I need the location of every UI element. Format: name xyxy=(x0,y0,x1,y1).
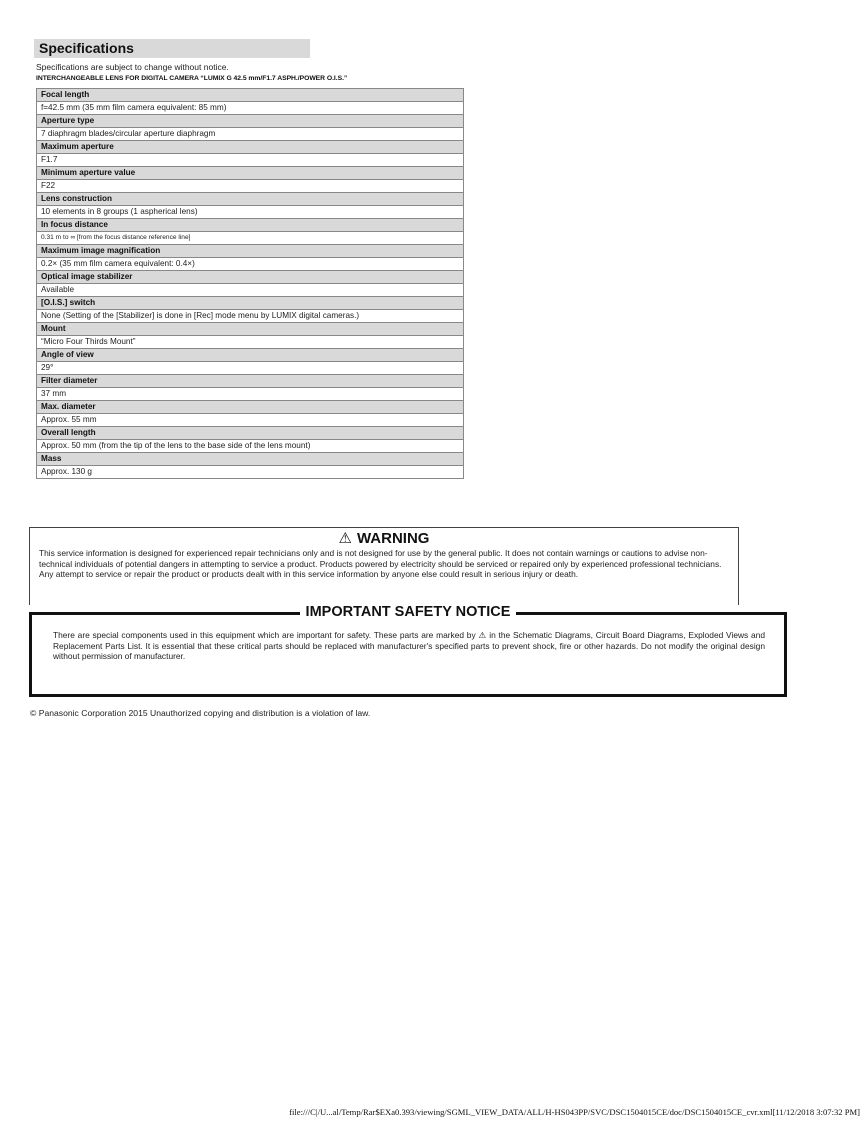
spec-value-row xyxy=(37,362,464,375)
spec-label-row xyxy=(37,193,464,206)
spec-label: Max. diameter xyxy=(37,401,464,414)
safety-notice-box xyxy=(29,604,787,697)
spec-label-row xyxy=(37,297,464,310)
spec-value-row xyxy=(37,414,464,427)
spec-label: Focal length xyxy=(37,89,464,102)
safety-text-after: in the Schematic Diagrams, Circuit Board Diagrams, Exploded Views and Replacement Parts List. It is essential that these critical parts should be replaced with manufacturer's specified parts to prevent shock, fire or other hazards. Do not modify the original design without permission of manufacturer. xyxy=(53,630,766,661)
spec-value: 29° xyxy=(37,362,464,375)
spec-label: Maximum aperture xyxy=(37,141,464,154)
spec-value-row xyxy=(37,440,464,453)
warning-heading xyxy=(30,530,738,548)
spec-value-row xyxy=(37,232,464,245)
spec-label-row xyxy=(37,141,464,154)
spec-label-row xyxy=(37,453,464,466)
spec-value-row xyxy=(37,310,464,323)
spec-label: Maximum image magnification xyxy=(37,245,464,258)
copyright: © Panasonic Corporation 2015 Unauthorized copying and distribution is a violation of law. xyxy=(30,708,371,718)
spec-value-row xyxy=(37,206,464,219)
spec-label: [O.I.S.] switch xyxy=(37,297,464,310)
spec-label: Angle of view xyxy=(37,349,464,362)
spec-value-row xyxy=(37,154,464,167)
spec-label: Optical image stabilizer xyxy=(37,271,464,284)
spec-value-row xyxy=(37,284,464,297)
spec-value: 37 mm xyxy=(37,388,464,401)
section-header xyxy=(34,39,310,58)
spec-value-row xyxy=(37,128,464,141)
spec-value: 7 diaphragm blades/circular aperture diaphragm xyxy=(37,128,464,141)
spec-value-row xyxy=(37,102,464,115)
safety-text-before: There are special components used in this equipment which are important for safety. These parts are marked by xyxy=(53,630,476,640)
spec-label-row xyxy=(37,401,464,414)
page-title: Specifications xyxy=(39,40,134,56)
spec-label-row xyxy=(37,375,464,388)
warning-triangle-icon: ⚠ xyxy=(478,630,487,640)
spec-label: Mount xyxy=(37,323,464,336)
change-notice: Specifications are subject to change without notice. xyxy=(36,62,229,72)
spec-value: Approx. 130 g xyxy=(37,466,464,479)
spec-value: f=42.5 mm (35 mm film camera equivalent: 85 mm) xyxy=(37,102,464,115)
safety-notice-text xyxy=(53,630,765,662)
spec-value: 0.2× (35 mm film camera equivalent: 0.4×) xyxy=(37,258,464,271)
spec-label: Lens construction xyxy=(37,193,464,206)
spec-label: Minimum aperture value xyxy=(37,167,464,180)
warning-box xyxy=(29,527,739,605)
spec-label-row xyxy=(37,427,464,440)
spec-label-row xyxy=(37,349,464,362)
spec-label: In focus distance xyxy=(37,219,464,232)
spec-label-row xyxy=(37,219,464,232)
warning-triangle-icon: ⚠ xyxy=(338,530,352,547)
spec-label: Aperture type xyxy=(37,115,464,128)
spec-label-row xyxy=(37,245,464,258)
spec-label: Overall length xyxy=(37,427,464,440)
spec-value-row xyxy=(37,258,464,271)
spec-value-row xyxy=(37,180,464,193)
spec-label-row xyxy=(37,167,464,180)
spec-value: Available xyxy=(37,284,464,297)
spec-value: F22 xyxy=(37,180,464,193)
spec-value: “Micro Four Thirds Mount” xyxy=(37,336,464,349)
spec-value: F1.7 xyxy=(37,154,464,167)
safety-notice-heading xyxy=(32,603,784,621)
warning-text: This service information is designed for experienced repair technicians only and is not designed for use by the general public. It does not contain warnings or cautions to advise non-technical individuals of potential dangers in attempting to service a product. Products powered by electricity should be serviced or repaired only by experienced professional technicians. Any attempt to service or repair the product or products dealt with in this service information by anyone else could result in serious injury or death. xyxy=(39,548,722,579)
spec-value: 10 elements in 8 groups (1 aspherical lens) xyxy=(37,206,464,219)
spec-table-body xyxy=(37,89,464,479)
spec-label-row xyxy=(37,271,464,284)
spec-value: 0.31 m to ∞ [from the focus distance reference line] xyxy=(37,232,464,245)
spec-label-row xyxy=(37,115,464,128)
spec-value-row xyxy=(37,466,464,479)
warning-title: WARNING xyxy=(356,530,430,547)
file-path-footer: file:///C|/U...al/Temp/Rar$EXa0.393/viewing/SGML_VIEW_DATA/ALL/H-HS043PP/SVC/DSC1504015CE/doc/DSC1504015CE_cvr.xml[11/12/2018 3:07:32 PM] xyxy=(289,1107,860,1117)
spec-table xyxy=(36,88,464,479)
safety-notice-title: IMPORTANT SAFETY NOTICE xyxy=(300,604,517,620)
spec-value: None (Setting of the [Stabilizer] is done in [Rec] mode menu by LUMIX digital cameras.) xyxy=(37,310,464,323)
spec-value: Approx. 55 mm xyxy=(37,414,464,427)
spec-value-row xyxy=(37,388,464,401)
spec-label-row xyxy=(37,323,464,336)
spec-label: Mass xyxy=(37,453,464,466)
spec-label-row xyxy=(37,89,464,102)
lens-title: INTERCHANGEABLE LENS FOR DIGITAL CAMERA “LUMIX G 42.5 mm/F1.7 ASPH./POWER O.I.S.” xyxy=(36,75,348,82)
spec-label: Filter diameter xyxy=(37,375,464,388)
spec-value: Approx. 50 mm (from the tip of the lens to the base side of the lens mount) xyxy=(37,440,464,453)
spec-value-row xyxy=(37,336,464,349)
